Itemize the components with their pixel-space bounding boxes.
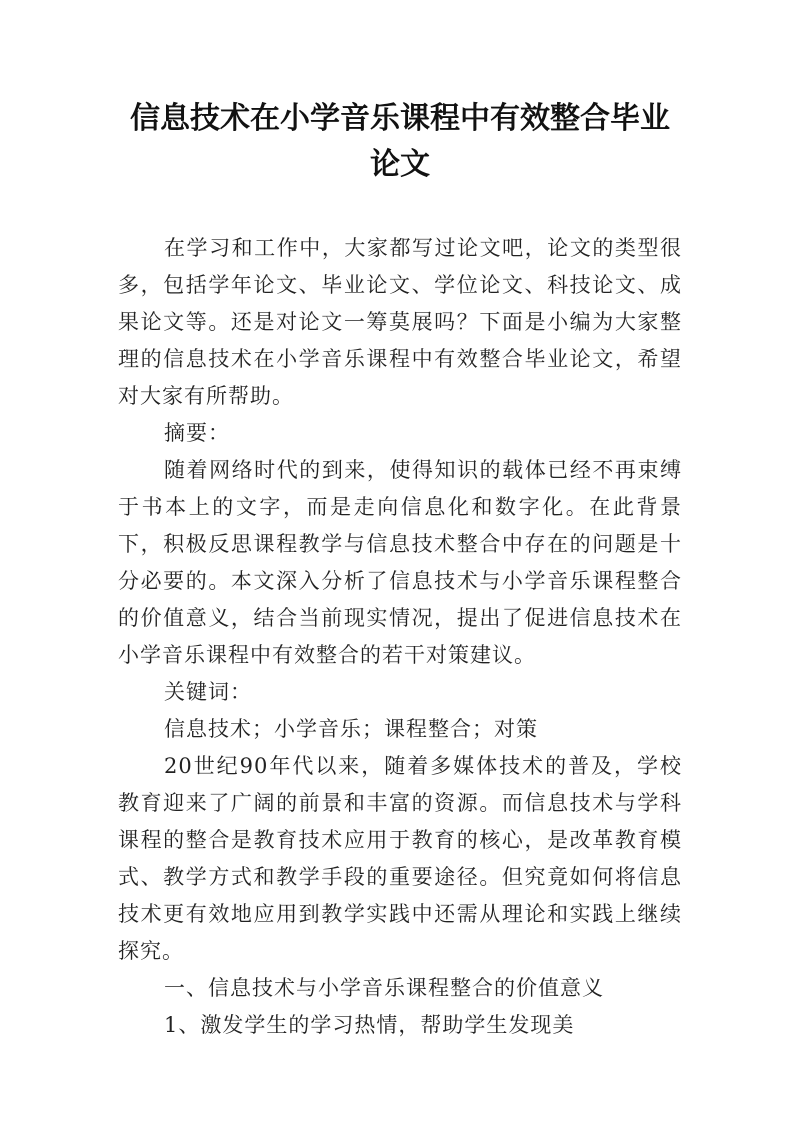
title-line-1: 信息技术在小学音乐课程中有效整合毕业 — [130, 101, 670, 136]
document-title — [100, 96, 700, 188]
subsection-heading-1: 1、激发学生的学习热情，帮助学生发现美 — [164, 1013, 575, 1037]
title-line-2: 论文 — [370, 147, 430, 182]
document-body — [118, 230, 682, 1044]
abstract-paragraph: 随着网络时代的到来，使得知识的载体已经不再束缚于书本上的文字，而是走向信息化和数字化。在此背景下，积极反思课程教学与信息技术整合中存在的问题是十分必要的。本文深入分析了信息技术与小学音乐课程整合的价值意义，结合当前现实情况，提出了促进信息技术在小学音乐课程中有效整合的若干对策建议。 — [118, 458, 682, 667]
abstract-heading: 摘要： — [164, 421, 230, 445]
keywords-heading: 关键词： — [164, 680, 252, 704]
intro-paragraph: 在学习和工作中，大家都写过论文吧，论文的类型很多，包括学年论文、毕业论文、学位论文、科技论文、成果论文等。还是对论文一筹莫展吗？下面是小编为大家整理的信息技术在小学音乐课程中有效整合毕业论文，希望对大家有所帮助。 — [118, 236, 682, 408]
background-paragraph: 20世纪90年代以来，随着多媒体技术的普及，学校教育迎来了广阔的前景和丰富的资源。而信息技术与学科课程的整合是教育技术应用于教育的核心，是改革教育模式、教学方式和教学手段的重要途径。但究竟如何将信息技术更有效地应用到教学实践中还需从理论和实践上继续探究。 — [118, 754, 682, 963]
keywords-list: 信息技术；小学音乐；课程整合；对策 — [164, 717, 538, 741]
section-heading-1: 一、信息技术与小学音乐课程整合的价值意义 — [164, 976, 604, 1000]
